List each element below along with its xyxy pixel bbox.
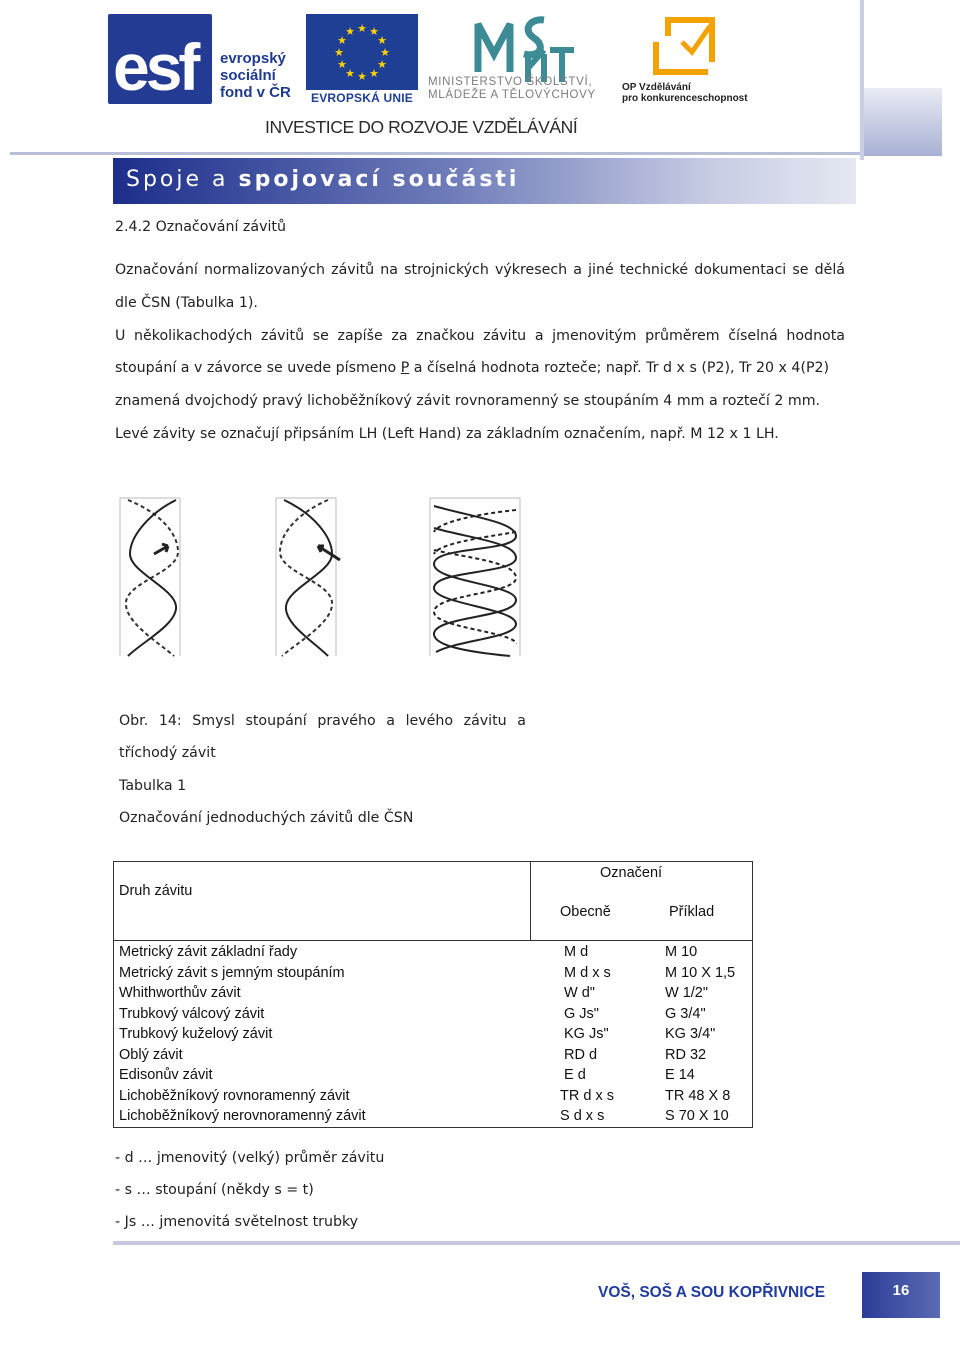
svg-text:★: ★	[377, 34, 387, 47]
svg-text:★: ★	[345, 67, 355, 80]
cell-priklad: E 14	[665, 1067, 695, 1083]
cell-obecne: W d"	[564, 985, 595, 1001]
esf-logo-letters: esf	[113, 30, 197, 104]
table-row	[119, 1006, 749, 1027]
cell-druh: Whithworthův závit	[119, 985, 241, 1001]
table-row	[119, 965, 749, 986]
cell-druh: Edisonův závit	[119, 1067, 213, 1083]
table-body	[119, 944, 749, 1129]
paragraph-2-text-c: a číselná hodnota rozteče; např. Tr d x s (P2), Tr 20 x 4(P2)	[409, 360, 830, 376]
cell-obecne: RD d	[564, 1046, 598, 1063]
table-row	[119, 1047, 749, 1068]
table-row	[119, 1067, 749, 1088]
msmt-line-2: MLÁDEŽE A TĚLOVÝCHOVY	[428, 89, 596, 101]
svg-text:★: ★	[380, 46, 390, 59]
cell-druh: Lichoběžníkový nerovnoramenný závit	[119, 1108, 366, 1124]
cell-priklad: S 70 X 10	[665, 1108, 729, 1124]
svg-text:★: ★	[337, 34, 347, 47]
svg-text:★: ★	[369, 25, 379, 38]
cell-druh: Oblý závit	[119, 1046, 183, 1063]
note-s: - s … stoupání (někdy s = t)	[115, 1182, 314, 1198]
eu-logo-text: EVROPSKÁ UNIE	[311, 91, 413, 105]
page-number: 16	[892, 1282, 910, 1299]
paragraph-2-text-a: stoupání a v závorce se uvede písmeno	[115, 360, 401, 376]
cell-druh: Trubkový kuželový závit	[119, 1026, 273, 1042]
svg-text:★: ★	[377, 58, 387, 71]
table-row	[119, 1026, 749, 1047]
cell-druh: Metrický závit základní řady	[119, 944, 298, 960]
table-header-druh: Druh závitu	[119, 883, 193, 899]
paragraph-1-line-2: dle ČSN (Tabulka 1).	[115, 295, 258, 311]
cell-priklad: KG 3/4"	[665, 1026, 716, 1042]
chapter-title	[126, 167, 519, 192]
svg-text:★: ★	[357, 70, 367, 83]
table-label: Tabulka 1	[119, 778, 187, 794]
cell-priklad: M 10 X 1,5	[665, 964, 736, 981]
paragraph-1-line-1: Označování normalizovaných závitů na strojnických výkresech a jiné technické dokumentaci se dělá	[115, 262, 845, 278]
table-header-obecne: Obecně	[560, 904, 611, 920]
paragraph-2-line-1: U několikachodých závitů se zapíše za značkou závitu a jmenovitým průměrem číselná hodnota	[115, 328, 845, 344]
cell-obecne: G Js"	[564, 1005, 599, 1022]
cell-obecne: E d	[564, 1067, 586, 1083]
cell-obecne: TR d x s	[560, 1087, 614, 1104]
eu-stars-icon	[306, 14, 418, 90]
cell-druh: Trubkový válcový závit	[119, 1005, 265, 1022]
op-line-1: OP Vzdělávání	[622, 82, 691, 93]
cell-priklad: M 10	[665, 944, 698, 960]
note-js: - Js … jmenovitá světelnost trubky	[115, 1214, 359, 1230]
chapter-title-part-1: Spoje a	[126, 167, 239, 192]
section-heading: 2.4.2 Označování závitů	[115, 219, 286, 235]
cell-priklad: TR 48 X 8	[665, 1087, 731, 1104]
cell-priklad: W 1/2"	[665, 985, 709, 1001]
svg-text:★: ★	[337, 58, 347, 71]
svg-text:★: ★	[369, 67, 379, 80]
figure-caption-line-1: Obr. 14: Smysl stoupání pravého a levého závitu a	[119, 713, 526, 729]
cell-priklad: G 3/4"	[665, 1005, 706, 1022]
op-vzdelavani-logo-icon	[648, 12, 728, 82]
msmt-logo-text	[428, 76, 628, 102]
eu-flag-logo	[306, 14, 418, 90]
table-row	[119, 1108, 749, 1129]
svg-text:★: ★	[357, 22, 367, 35]
chapter-title-part-2: spojovací součásti	[238, 167, 520, 192]
thread-direction-figure	[118, 492, 528, 662]
paragraph-2-text-p: P	[400, 360, 410, 376]
paragraph-3: Levé závity se označují připsáním LH (Left Hand) za základním označením, např. M 12 x 1 LH.	[115, 426, 779, 442]
esf-line-1: evropský	[220, 50, 286, 67]
cell-obecne: M d	[564, 944, 589, 960]
paragraph-2-line-2	[115, 360, 829, 376]
table-column-divider	[530, 861, 531, 941]
table-row	[119, 944, 749, 965]
op-line-2: pro konkurenceschopnost	[622, 93, 748, 104]
table-row	[119, 985, 749, 1006]
table-row	[119, 1088, 749, 1109]
note-d: - d … jmenovitý (velký) průměr závitu	[115, 1150, 385, 1166]
esf-logo-text	[220, 50, 291, 101]
paragraph-2-line-3: znamená dvojchodý pravý lichoběžníkový závit rovnoramenný se stoupáním 4 mm a roztečí 2 mm.	[115, 393, 821, 409]
msmt-line-1: MINISTERSTVO ŠKOLSTVÍ,	[428, 76, 593, 88]
cell-druh: Lichoběžníkový rovnoramenný závit	[119, 1087, 350, 1104]
header-divider	[10, 152, 860, 155]
esf-line-3: fond v ČR	[220, 84, 291, 101]
table-header-priklad: Příklad	[669, 904, 715, 920]
cell-priklad: RD 32	[665, 1046, 707, 1063]
op-logo-text	[622, 82, 762, 104]
msmt-logo-icon	[470, 10, 580, 84]
thread-helix-drawing	[118, 492, 528, 662]
footer-divider	[113, 1241, 960, 1245]
cell-obecne: S d x s	[560, 1108, 605, 1124]
esf-line-2: sociální	[220, 67, 276, 84]
cell-obecne: KG Js"	[564, 1026, 609, 1042]
investice-slogan: INVESTICE DO ROZVOJE VZDĚLÁVÁNÍ	[265, 117, 578, 137]
table-title: Označování jednoduchých závitů dle ČSN	[119, 810, 414, 826]
footer-school-name: VOŠ, SOŠ A SOU KOPŘIVNICE	[598, 1284, 826, 1301]
corner-decoration	[864, 88, 942, 156]
table-header-oznaceni: Označení	[600, 865, 663, 881]
table-header-divider	[113, 940, 753, 941]
svg-text:★: ★	[334, 46, 344, 59]
svg-text:★: ★	[345, 25, 355, 38]
cell-druh: Metrický závit s jemným stoupáním	[119, 964, 345, 981]
cell-obecne: M d x s	[564, 964, 611, 981]
figure-caption-line-2: tříchodý závit	[119, 745, 216, 761]
